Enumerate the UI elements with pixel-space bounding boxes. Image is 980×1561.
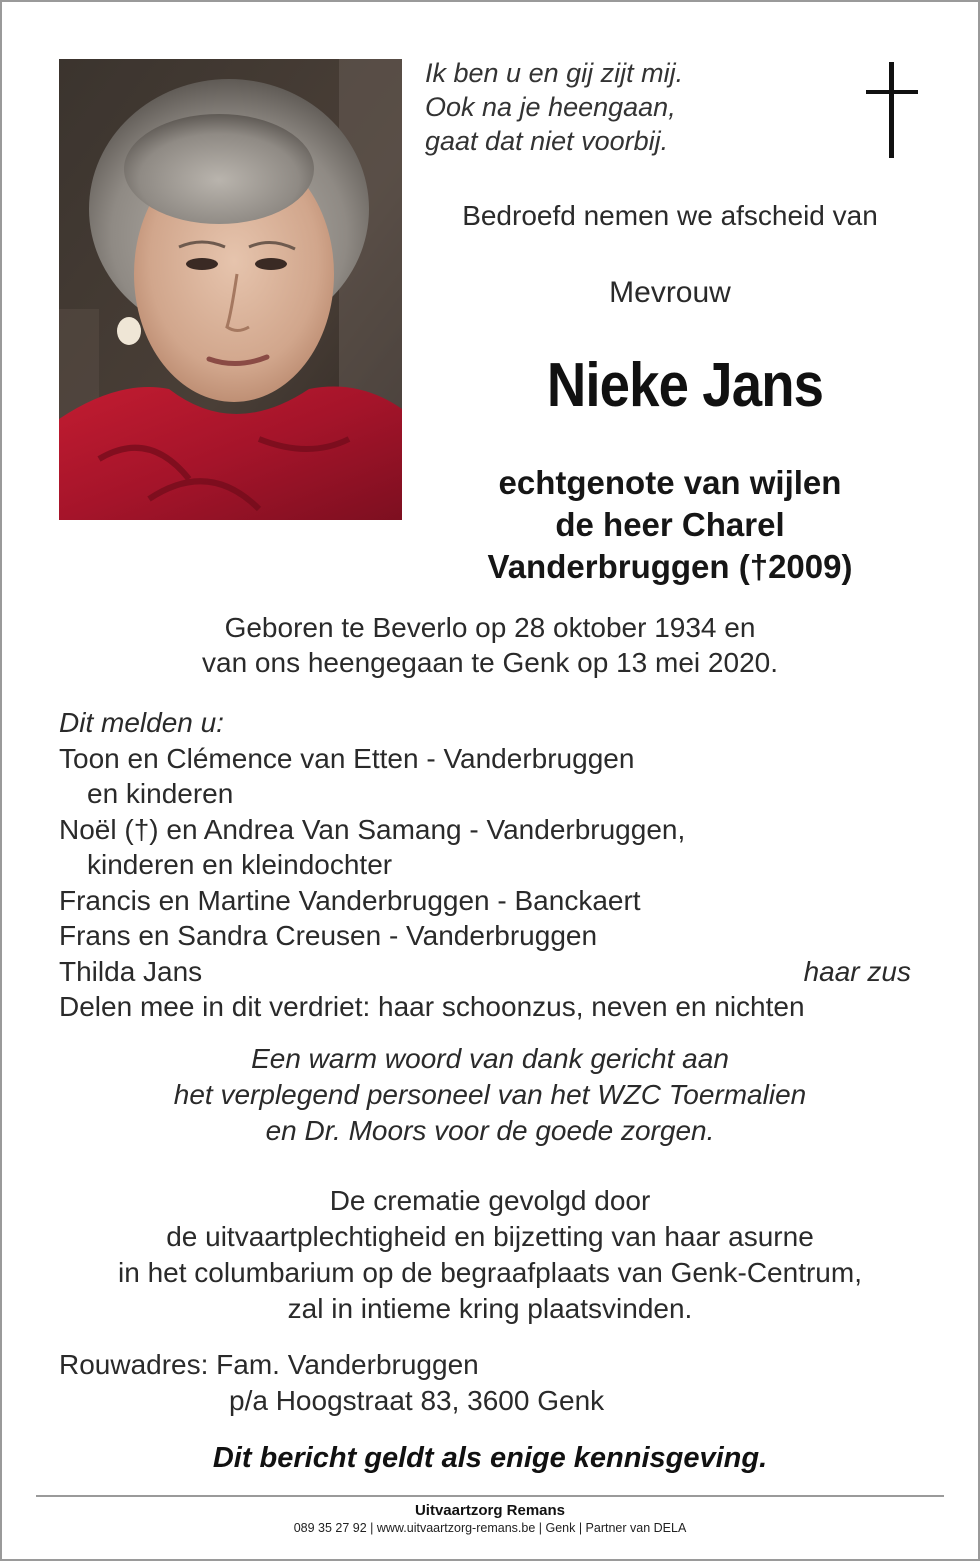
portrait-illustration	[59, 59, 402, 520]
spouse-line: de heer Charel	[555, 506, 785, 543]
mourners-list	[59, 705, 911, 1025]
mourner-line: Noël (†) en Andrea Van Samang - Vanderbruggen,	[59, 813, 686, 845]
mourners-share: Delen mee in dit verdriet: haar schoonzus, neven en nichten	[59, 991, 805, 1022]
notice-text: Dit bericht geldt als enige kennisgeving.	[212, 1442, 768, 1474]
cremation-line: De crematie gevolgd door	[329, 1185, 651, 1216]
address-line: Rouwadres: Fam. Vanderbruggen	[59, 1349, 479, 1380]
mourner-line: kinderen en kleindochter	[87, 849, 393, 880]
mourning-address	[59, 1347, 604, 1419]
mourner-row-thilda	[59, 954, 911, 990]
mourner-relation: haar zus	[803, 955, 911, 987]
footer-divider	[36, 1495, 944, 1497]
mourner-line: Toon en Clémence van Etten - Vanderbruggen	[59, 742, 635, 774]
born-line: van ons heengegaan te Genk op 13 mei 2020.	[202, 647, 778, 678]
cremation-line: zal in intieme kring plaatsvinden.	[287, 1293, 693, 1324]
poem-line: Ik ben u en gij zijt mij.	[425, 58, 684, 88]
mourner-line: Frans en Sandra Creusen - Vanderbruggen	[59, 920, 598, 951]
thanks-line: en Dr. Moors voor de goede zorgen.	[265, 1115, 715, 1146]
portrait-photo	[59, 59, 402, 520]
cremation-text	[40, 1183, 940, 1327]
address-line: p/a Hoogstraat 83, 3600 Genk	[229, 1385, 605, 1416]
deceased-name: Nieke Jans	[546, 351, 824, 420]
poem	[425, 56, 683, 158]
cross-icon	[862, 62, 922, 158]
mourner-line: en kinderen	[87, 778, 234, 809]
honorific: Mevrouw	[609, 276, 731, 309]
cremation-line: de uitvaartplechtigheid en bijzetting van haar asurne	[166, 1221, 814, 1252]
thanks-line: Een warm woord van dank gericht aan	[251, 1043, 729, 1074]
thanks-line: het verplegend personeel van het WZC Toermalien	[173, 1079, 807, 1110]
spouse-line: echtgenote van wijlen	[498, 464, 842, 501]
spouse-line: Vanderbruggen (†2009)	[487, 548, 853, 585]
poem-line: gaat dat niet voorbij.	[425, 126, 669, 156]
intro-text: Bedroefd nemen we afscheid van	[462, 200, 878, 231]
mourner-line: Francis en Martine Vanderbruggen - Banckaert	[59, 884, 641, 916]
thanks-text	[40, 1041, 940, 1149]
born-line: Geboren te Beverlo op 28 oktober 1934 en	[224, 612, 756, 643]
poem-line: Ook na je heengaan,	[425, 92, 676, 122]
mourner-line: Thilda Jans	[59, 955, 203, 987]
mourners-heading: Dit melden u:	[59, 707, 224, 738]
cremation-line: in het columbarium op de begraafplaats van Genk-Centrum,	[118, 1257, 862, 1288]
funeral-company-name: Uitvaartzorg Remans	[414, 1502, 566, 1519]
spouse-info	[430, 462, 910, 588]
funeral-company-info: 089 35 27 92 | www.uitvaartzorg-remans.be | Genk | Partner van DELA	[293, 1521, 687, 1535]
birth-death-info	[40, 610, 940, 680]
